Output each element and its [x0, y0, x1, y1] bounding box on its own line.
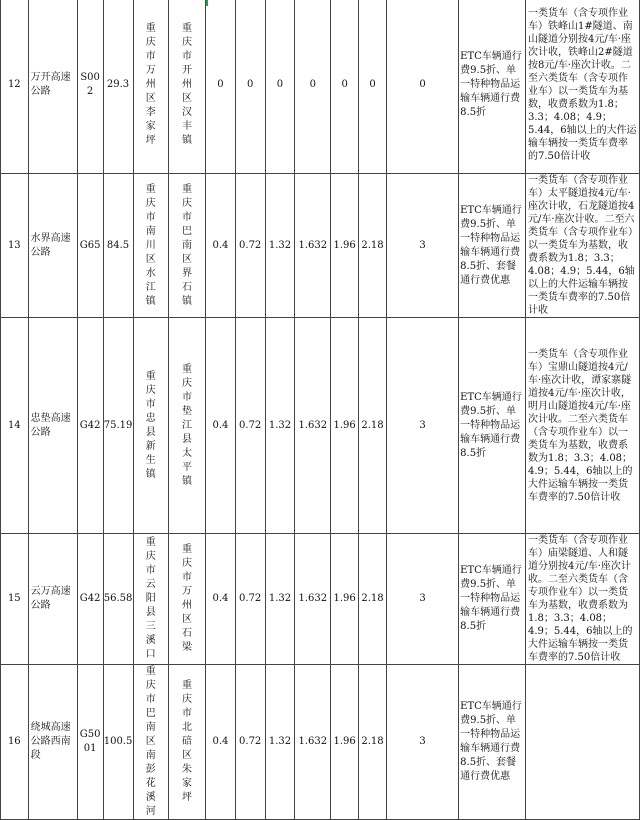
end-point: 重庆市开州区汉丰镇	[168, 0, 205, 174]
rate-4: 1.632	[295, 534, 331, 665]
rate-4: 1.632	[295, 318, 331, 534]
rate-3: 0	[265, 0, 295, 174]
rate-1: 0.4	[206, 534, 236, 665]
row-number: 16	[1, 665, 29, 820]
road-name: 忠垫高速 公路	[28, 318, 77, 534]
road-name: 绕城高速 公路西南 段	[28, 665, 77, 820]
rate-6: 0	[359, 0, 387, 174]
rate-7: 3	[386, 665, 458, 820]
length-km: 100.5	[103, 665, 133, 820]
start-point: 重庆市忠县新生镇	[133, 318, 168, 534]
table-row	[1, 0, 640, 174]
table-row	[1, 318, 640, 534]
rate-6: 2.18	[359, 174, 387, 318]
route-code: G65	[77, 174, 103, 318]
rate-6: 2.18	[359, 665, 387, 820]
length-km: 75.19	[103, 318, 133, 534]
row-number: 15	[1, 534, 29, 665]
rate-7: 3	[386, 534, 458, 665]
rate-2: 0	[235, 0, 265, 174]
end-point: 重庆市北碚区朱家坪	[168, 665, 205, 820]
route-code: G50 01	[77, 665, 103, 820]
rate-7: 3	[386, 318, 458, 534]
row-number: 14	[1, 318, 29, 534]
length-km: 29.3	[103, 0, 133, 174]
road-name: 水界高速 公路	[28, 174, 77, 318]
route-code: G42	[77, 318, 103, 534]
start-point: 重庆市南川区水江镇	[133, 174, 168, 318]
rate-3: 1.32	[265, 534, 295, 665]
rate-5: 1.96	[331, 318, 359, 534]
rate-1: 0.4	[206, 318, 236, 534]
freight-note	[525, 665, 639, 820]
discount-policy: ETC车辆通行费9.5折、单一特种物品运输车辆通行费8.5折	[459, 534, 526, 665]
route-code: S00 2	[77, 0, 103, 174]
table-row	[1, 665, 640, 820]
end-point: 重庆市万州区石梁	[168, 534, 205, 665]
rate-5: 0	[331, 0, 359, 174]
discount-policy: ETC车辆通行费9.5折、单一特种物品运输车辆通行费8.5折	[459, 318, 526, 534]
freight-note: 一类货车（含专项作业车）宝鼎山隧道按4元/车·座次计收，谭家寨隧道按4元/车·座次计收，明月山隧道按4元/车·座次计收。二至六类货车（含专项作业车）以一类货车为基数，收费系数为1.8；3.3；4.08；4.9；5.44，6轴以上的大件运输车辆按一类货车费率的7.50倍计收	[525, 318, 639, 534]
row-number: 12	[1, 0, 29, 174]
rate-6: 2.18	[359, 534, 387, 665]
rate-1: 0	[206, 0, 236, 174]
discount-policy: ETC车辆通行费9.5折、单一特种物品运输车辆通行费8.5折、套餐通行费优惠	[459, 174, 526, 318]
freight-note: 一类货车（含专项作业车）太平隧道按4元/车·座次计收，石龙隧道按4元/车·座次计收。二至六类货车（含专项作业车）以一类货车为基数，收费系数为1.8；3.3；4.08；4.9；5.44，6轴以上的大件运输车辆按一类货车费率的7.50倍计收	[525, 174, 639, 318]
discount-policy: ETC车辆通行费9.5折、单一特种物品运输车辆通行费8.5折	[459, 0, 526, 174]
freight-note: 一类货车（含专项作业车）庙梁隧道、人和隧道分别按4元/车·座次计收。二至六类货车（含专项作业车）以一类货车为基数，收费系数为1.8；3.3；4.08；4.9；5.44，6轴以上的大件运输车辆按一类货车费率的7.50倍计收	[525, 534, 639, 665]
row-number: 13	[1, 174, 29, 318]
rate-1: 0.4	[206, 174, 236, 318]
road-name: 万开高速 公路	[28, 0, 77, 174]
rate-7: 0	[386, 0, 458, 174]
rate-4: 1.632	[295, 174, 331, 318]
rate-2: 0.72	[235, 318, 265, 534]
rate-6: 2.18	[359, 318, 387, 534]
rate-3: 1.32	[265, 318, 295, 534]
rate-3: 1.32	[265, 174, 295, 318]
end-point: 重庆市巴南区界石镇	[168, 174, 205, 318]
rate-2: 0.72	[235, 534, 265, 665]
table-row	[1, 534, 640, 665]
freight-note: 一类货车（含专项作业车）铁峰山1#隧道、南山隧道分别按4元/车·座次计收，铁峰山2#隧道按8元/车·座次计收。二至六类货车（含专项作业车）以一类货车为基数，收费系数为1.8；3.3；4.08；4.9；5.44，6轴以上的大件运输车辆按一类货车费率的7.50倍计收	[525, 0, 639, 174]
rate-4: 0	[295, 0, 331, 174]
end-point: 重庆市垫江县太平镇	[168, 318, 205, 534]
length-km: 84.5	[103, 174, 133, 318]
rate-4: 1.632	[295, 665, 331, 820]
start-point: 重庆市巴南区南彭花溪河	[133, 665, 168, 820]
table-row	[1, 174, 640, 318]
road-name: 云万高速 公路	[28, 534, 77, 665]
length-km: 56.58	[103, 534, 133, 665]
rate-5: 1.96	[331, 174, 359, 318]
start-point: 重庆市云阳县三溪口	[133, 534, 168, 665]
rate-3: 1.32	[265, 665, 295, 820]
route-code: G42	[77, 534, 103, 665]
discount-policy: ETC车辆通行费9.5折、单一特种物品运输车辆通行费8.5折、套餐通行费优惠	[459, 665, 526, 820]
rate-2: 0.72	[235, 665, 265, 820]
rate-5: 1.96	[331, 534, 359, 665]
start-point: 重庆市万州区李家坪	[133, 0, 168, 174]
rate-5: 1.96	[331, 665, 359, 820]
rate-2: 0.72	[235, 174, 265, 318]
rate-7: 3	[386, 174, 458, 318]
rate-1: 0.4	[206, 665, 236, 820]
